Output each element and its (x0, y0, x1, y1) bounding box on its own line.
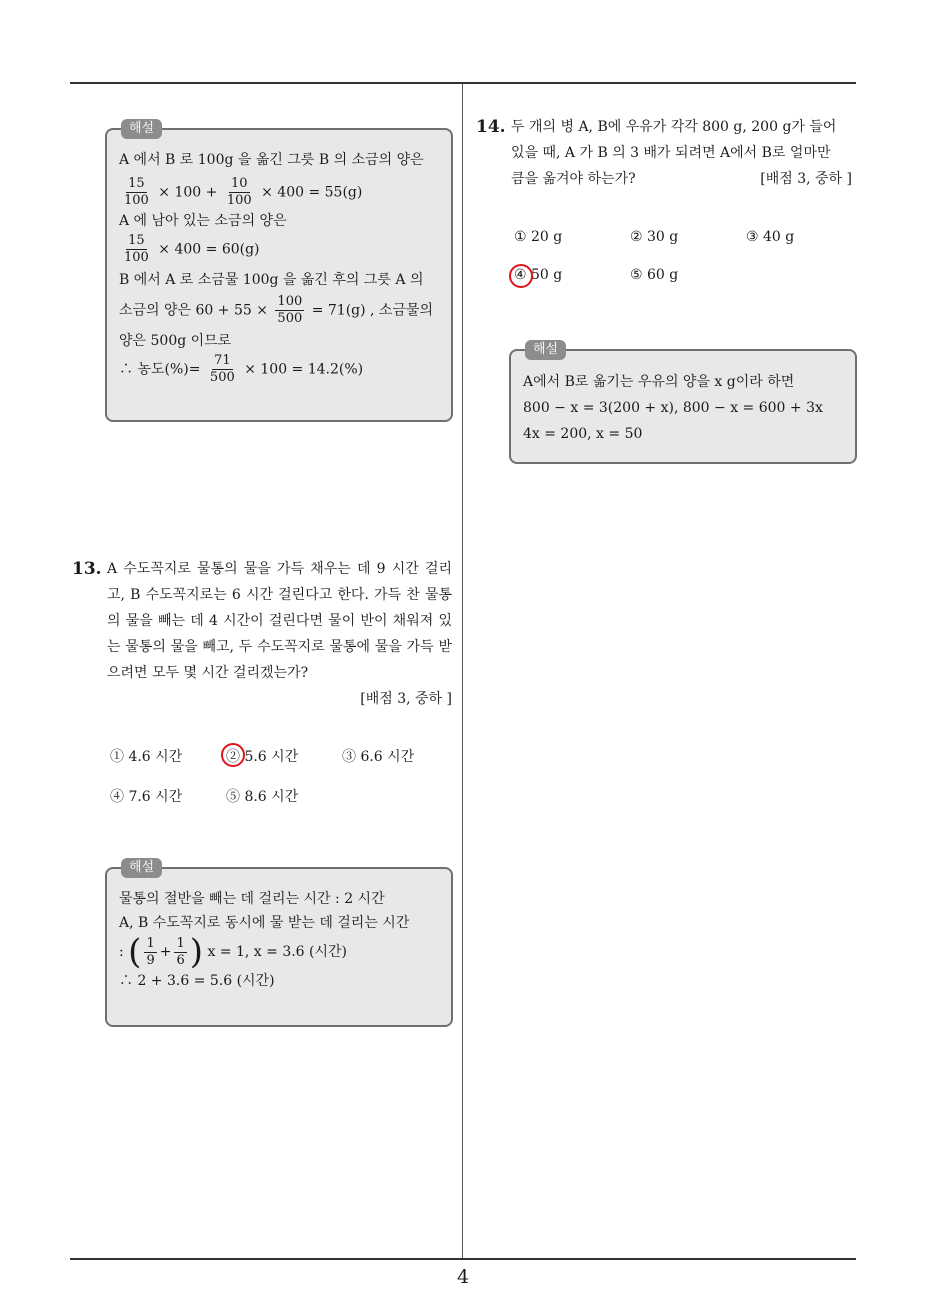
column-divider (462, 84, 463, 1258)
question-text-line: 두 개의 병 A, B에 우유가 각각 800 g, 200 g가 들어 (511, 119, 837, 135)
explanation-box-12 (105, 121, 453, 422)
choice-5[interactable]: ⑤ 8.6 시간 (226, 789, 299, 805)
explain-line: B 에서 A 로 소금물 100g 을 옮긴 후의 그릇 A 의 (119, 272, 424, 288)
choice-2[interactable]: ② 30 g (630, 229, 679, 245)
explain-line: 소금의 양은 60 + 55 × $\frac{100}{500}$ = 71(g) , 소금물의 (119, 294, 434, 326)
fraction: $\frac{100}{500}$ (277, 294, 303, 326)
question-number: 14. (476, 117, 506, 137)
fraction: $\frac{10}{100}$ (226, 176, 252, 208)
selected-answer-circle (221, 743, 245, 767)
explain-line: ∴ 농도(%)= $\frac{71}{500}$ × 100 = 14.2(%) (119, 353, 364, 385)
explain-line: A 에 남아 있는 소금의 양은 (119, 213, 287, 229)
explanation-tag: 해설 (121, 858, 162, 878)
selected-answer-circle (509, 264, 533, 288)
explanation-box-14 (509, 342, 857, 464)
question-number: 13. (72, 559, 102, 579)
question-text: A 수도꼭지로 물통의 물을 가득 채우는 데 9 시간 걸리고, B 수도꼭지로는 6 시간 걸린다고 한다. 가득 찬 물통의 물을 빼는 데 4 시간이 걸린다면 물이 반이 채워져 있는 물통의 물을 빼고, 두 수도꼭지로 물통에 물을 가득 받으려면 모두 몇 시간 걸리겠는가? (107, 561, 452, 681)
choice-5[interactable]: ⑤ 60 g (630, 267, 679, 283)
explanation-tag: 해설 (525, 340, 566, 360)
explain-line: 800 − x = 3(200 + x), 800 − x = 600 + 3x (523, 400, 823, 416)
bottom-rule (70, 1258, 856, 1260)
choice-2[interactable]: ② 5.6 시간 (226, 749, 299, 765)
explanation-box-13 (105, 860, 453, 1027)
question-text-line: 큼을 옮겨야 하는가? [배점 3, 중하 ] (511, 166, 856, 192)
choice-3[interactable]: ③ 6.6 시간 (342, 749, 415, 765)
paren: ( (128, 932, 142, 972)
score-label: [배점 3, 중하 ] (760, 171, 852, 187)
fraction: $\frac{71}{500}$ (209, 353, 235, 385)
question-13 (72, 556, 452, 712)
choice-3[interactable]: ③ 40 g (746, 229, 795, 245)
explain-line: $\frac{15}{100}$ × 400 = 60(g) (124, 233, 260, 265)
page-number: 4 (456, 1266, 470, 1288)
choice-1[interactable]: ① 4.6 시간 (110, 749, 183, 765)
choice-1[interactable]: ① 20 g (514, 229, 563, 245)
question-text-line: 있을 때, A 가 B 의 3 배가 되려면 A에서 B로 얼마만 (511, 145, 831, 161)
explain-line: A에서 B로 옮기는 우유의 양을 x g이라 하면 (523, 374, 795, 390)
fraction: $\frac{1}{6}$ (176, 935, 185, 968)
question-14 (476, 114, 856, 192)
explain-line: ∴ 2 + 3.6 = 5.6 (시간) (119, 973, 275, 989)
explain-line: 물통의 절반을 빼는 데 걸리는 시간 : 2 시간 (119, 891, 385, 907)
explanation-tag: 해설 (121, 119, 162, 139)
explain-line: $\frac{15}{100}$ × 100 + $\frac{10}{100}$ × 400 = 55(g) (124, 176, 363, 208)
explain-line: 양은 500g 이므로 (119, 333, 232, 349)
explain-line: : ( $\frac{1}{9}$ + $\frac{1}{6}$ ) x = 1, x = 3.6 (시간) (119, 932, 348, 972)
fraction: $\frac{15}{100}$ (124, 233, 149, 265)
paren: ) (189, 932, 203, 972)
explain-line: A, B 수도꼭지로 동시에 물 받는 데 걸리는 시간 (119, 915, 410, 931)
fraction: $\frac{15}{100}$ (124, 176, 149, 208)
explain-line: A 에서 B 로 100g 을 옮긴 그릇 B 의 소금의 양은 (119, 152, 424, 168)
explain-line: 4x = 200, x = 50 (523, 426, 643, 442)
choice-4[interactable]: ④ 7.6 시간 (110, 789, 183, 805)
fraction: $\frac{1}{9}$ (146, 935, 155, 968)
top-rule (70, 82, 856, 84)
score-label: [배점 3, 중하 ] (360, 691, 452, 707)
choice-4[interactable]: ④ 50 g (514, 267, 563, 283)
